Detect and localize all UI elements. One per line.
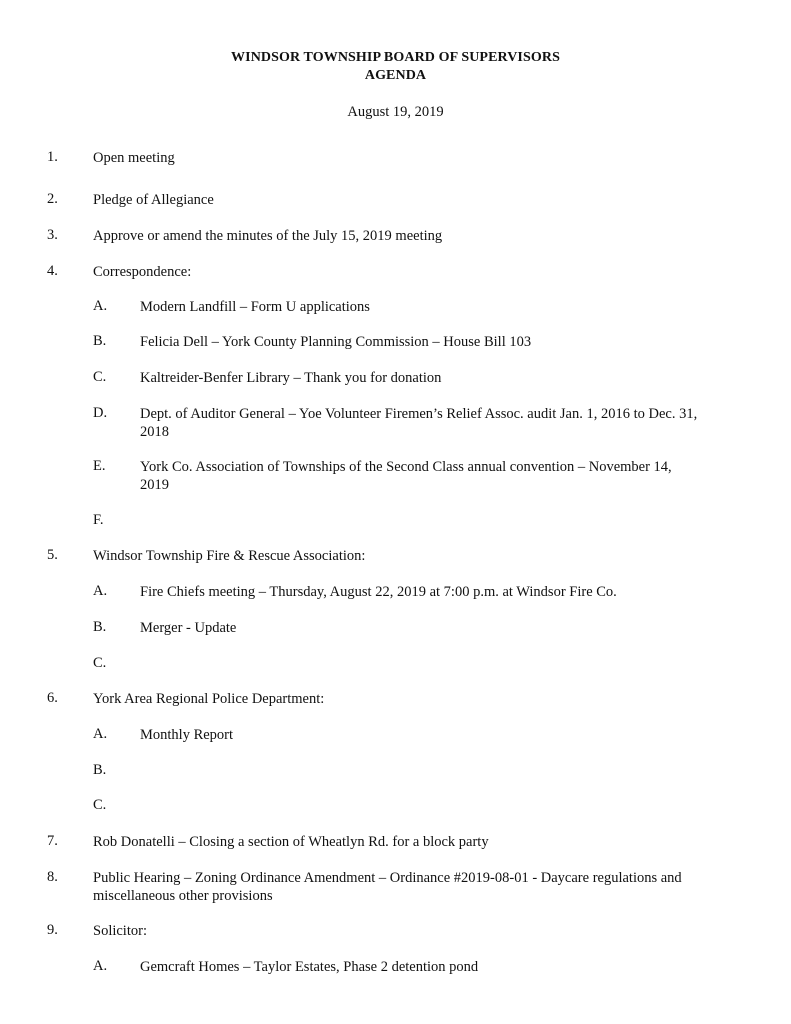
subitem-letter: C. (93, 797, 107, 813)
subitem-letter: D. (93, 405, 108, 421)
subitem-text: Gemcraft Homes – Taylor Estates, Phase 2 detention pond (140, 959, 479, 975)
subitem-letter: A. (93, 583, 108, 599)
document-subtitle: AGENDA (364, 68, 427, 83)
subitem-letter: B. (93, 333, 107, 349)
item-text: Approve or amend the minutes of the July 15, 2019 meeting (93, 228, 443, 244)
item-text: York Area Regional Police Department: (93, 691, 325, 707)
subitem-text: Dept. of Auditor General – Yoe Volunteer Firemen’s Relief Assoc. audit Jan. 1, 2016 to Dec. 31, 2018 (140, 406, 698, 440)
meeting-date: August 19, 2019 (347, 104, 444, 120)
item-text: Correspondence: (93, 264, 192, 280)
subitem-letter: E. (93, 458, 106, 474)
item-number: 5. (47, 547, 58, 563)
item-number: 6. (47, 690, 58, 706)
subitem-letter: C. (93, 655, 107, 671)
subitem-letter: F. (93, 512, 104, 528)
subitem-text: Fire Chiefs meeting – Thursday, August 22, 2019 at 7:00 p.m. at Windsor Fire Co. (140, 584, 617, 600)
subitem-text: Modern Landfill – Form U applications (140, 299, 370, 315)
subitem-letter: A. (93, 726, 108, 742)
item-number: 4. (47, 263, 58, 279)
item-text: Solicitor: (93, 923, 147, 939)
subitem-letter: A. (93, 958, 108, 974)
subitem-letter: B. (93, 619, 107, 635)
item-text: Pledge of Allegiance (93, 192, 214, 208)
subitem-text: Merger - Update (140, 620, 237, 636)
item-number: 2. (47, 191, 58, 207)
item-text: Open meeting (93, 150, 175, 166)
document-title: WINDSOR TOWNSHIP BOARD OF SUPERVISORS (231, 50, 560, 65)
item-text: Public Hearing – Zoning Ordinance Amendment – Ordinance #2019-08-01 - Daycare regulations and miscellaneous other provisions (93, 870, 682, 904)
subitem-text: Monthly Report (140, 727, 234, 743)
subitem-text: Kaltreider-Benfer Library – Thank you for donation (140, 370, 442, 386)
item-number: 1. (47, 149, 58, 165)
subitem-letter: C. (93, 369, 107, 385)
subitem-letter: B. (93, 762, 107, 778)
item-number: 8. (47, 869, 58, 885)
item-number: 7. (47, 833, 58, 849)
subitem-letter: A. (93, 298, 108, 314)
item-text: Rob Donatelli – Closing a section of Wheatlyn Rd. for a block party (93, 834, 489, 850)
item-number: 3. (47, 227, 58, 243)
subitem-text: York Co. Association of Townships of the Second Class annual convention – November 14, 2019 (140, 459, 672, 493)
item-text: Windsor Township Fire & Rescue Association: (93, 548, 366, 564)
item-number: 9. (47, 922, 58, 938)
subitem-text: Felicia Dell – York County Planning Commission – House Bill 103 (140, 334, 532, 350)
